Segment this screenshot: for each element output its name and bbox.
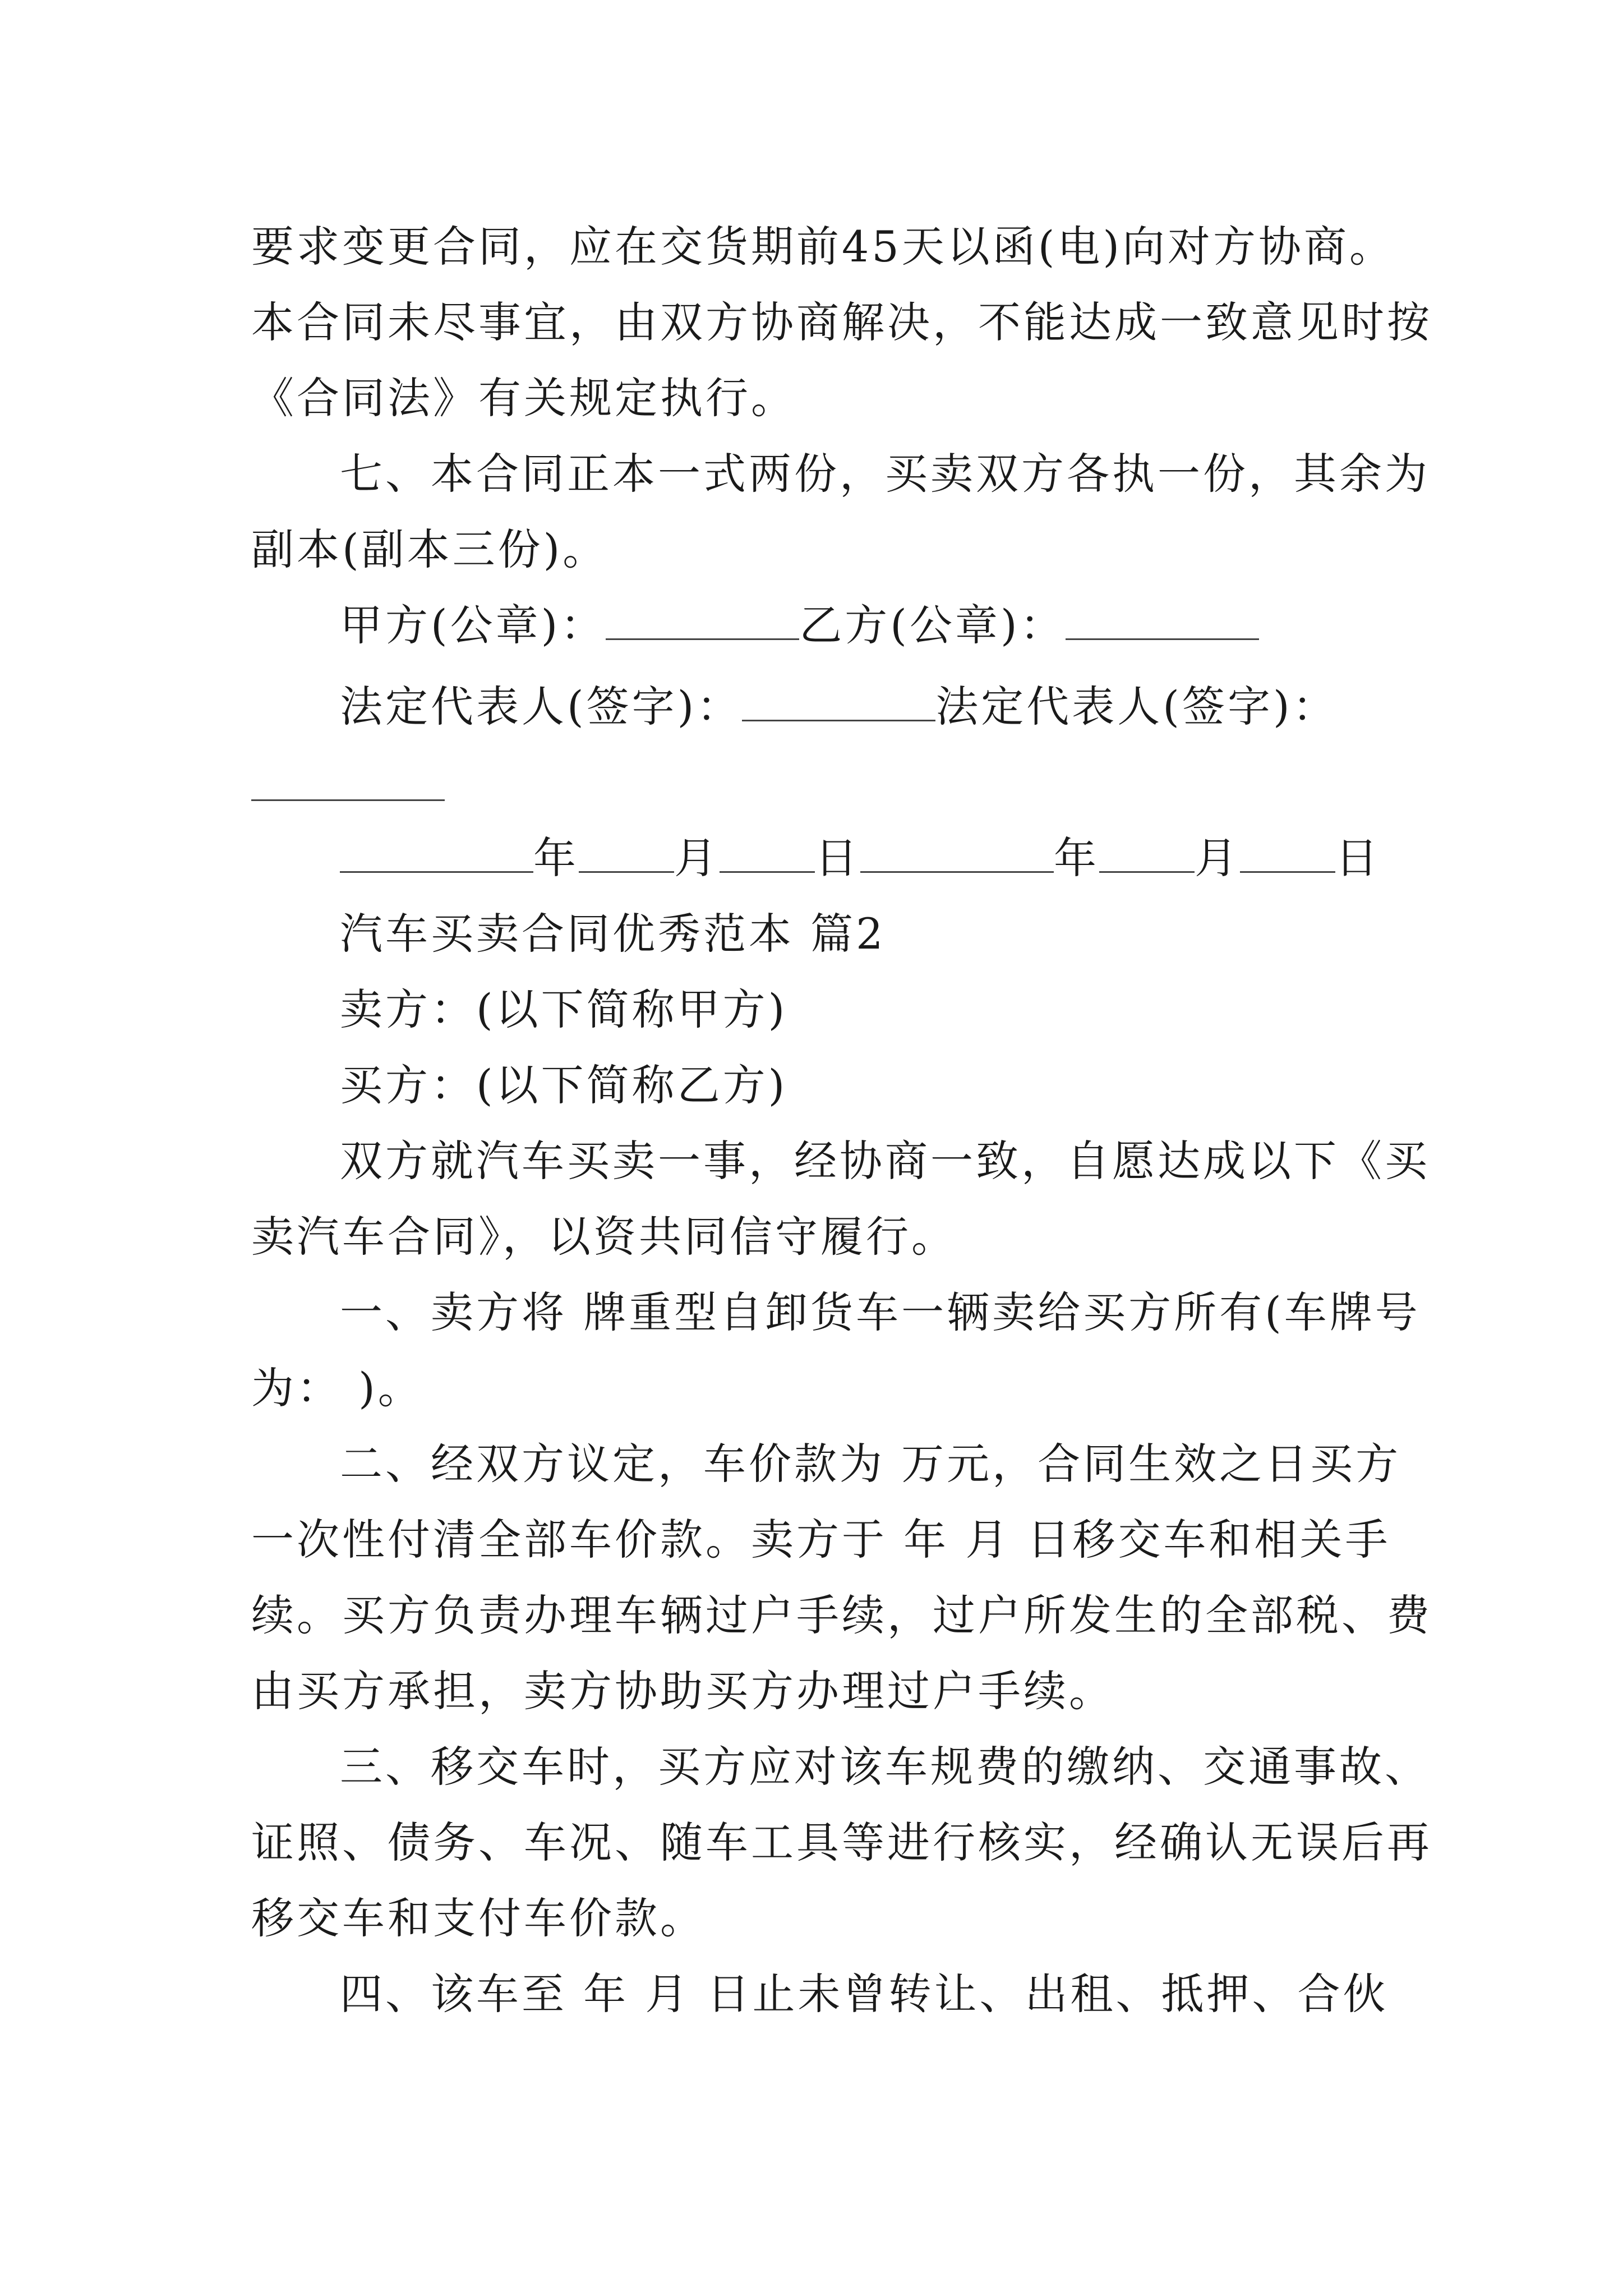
body-line: 双方就汽车买卖一事，经协商一致，自愿达成以下《买 [340,1136,1430,1186]
month-b-blank [1099,835,1195,873]
party-a-label: 甲方(公章)： [340,600,606,650]
year-a-label: 年 [533,833,579,883]
body-line: 一次性付清全部车价款。卖方于 年 月 日移交车和相关手 [251,1515,1391,1565]
clause-seven: 七、本合同正本一式两份，买卖双方各执一份，其余为 [340,449,1430,499]
rep-a-label: 法定代表人(签字)： [340,682,743,731]
day-b-label: 日 [1335,833,1381,883]
representative-line [340,679,1338,735]
month-a-label: 月 [674,833,720,883]
body-line: 续。买方负责办理车辆过户手续，过户所发生的全部税、费 [251,1590,1432,1640]
day-a-label: 日 [815,833,860,883]
rep-b-label: 法定代表人(签字)： [935,682,1338,731]
buyer-line: 买方：(以下简称乙方) [340,1060,788,1110]
body-line: 由买方承担，卖方协助买方办理过户手续。 [251,1666,1114,1716]
year-b-blank [860,835,1054,873]
body-line: 为： )。 [251,1363,423,1413]
date-line [340,830,1381,886]
party-seal-line [340,597,1259,654]
body-line: 《合同法》有关规定执行。 [251,373,796,423]
body-line: 副本(副本三份)。 [251,524,608,574]
body-line: 要求变更合同，应在交货期前45天以函(电)向对方协商。 [251,222,1395,272]
body-line: 移交车和支付车价款。 [251,1893,706,1943]
party-b-label: 乙方(公章)： [799,600,1066,650]
rep-b-blank [251,799,445,801]
body-line: 本合同未尽事宜，由双方协商解决，不能达成一致意见时按 [251,297,1432,347]
party-b-blank [1066,602,1259,640]
clause-four: 四、该车至 年 月 日止未曾转让、出租、抵押、合伙 [340,1969,1389,2019]
clause-three: 三、移交车时，买方应对该车规费的缴纳、交通事故、 [340,1742,1430,1792]
clause-two: 二、经双方议定，车价款为 万元，合同生效之日买方 [340,1439,1401,1489]
body-line: 卖汽车合同》，以资共同信守履行。 [251,1212,957,1262]
rep-a-blank [742,684,935,721]
day-a-blank [720,835,815,873]
seller-line: 卖方：(以下简称甲方) [340,984,788,1034]
year-b-label: 年 [1054,833,1099,883]
body-line: 证照、债务、车况、随车工具等进行核实，经确认无误后再 [251,1818,1432,1867]
clause-one: 一、卖方将 牌重型自卸货车一辆卖给买方所有(车牌号 [340,1287,1421,1337]
month-b-label: 月 [1195,833,1240,883]
month-a-blank [579,835,674,873]
section-heading: 汽车买卖合同优秀范本 篇2 [340,909,886,959]
year-a-blank [340,835,533,873]
day-b-blank [1240,835,1335,873]
party-a-blank [606,602,799,640]
